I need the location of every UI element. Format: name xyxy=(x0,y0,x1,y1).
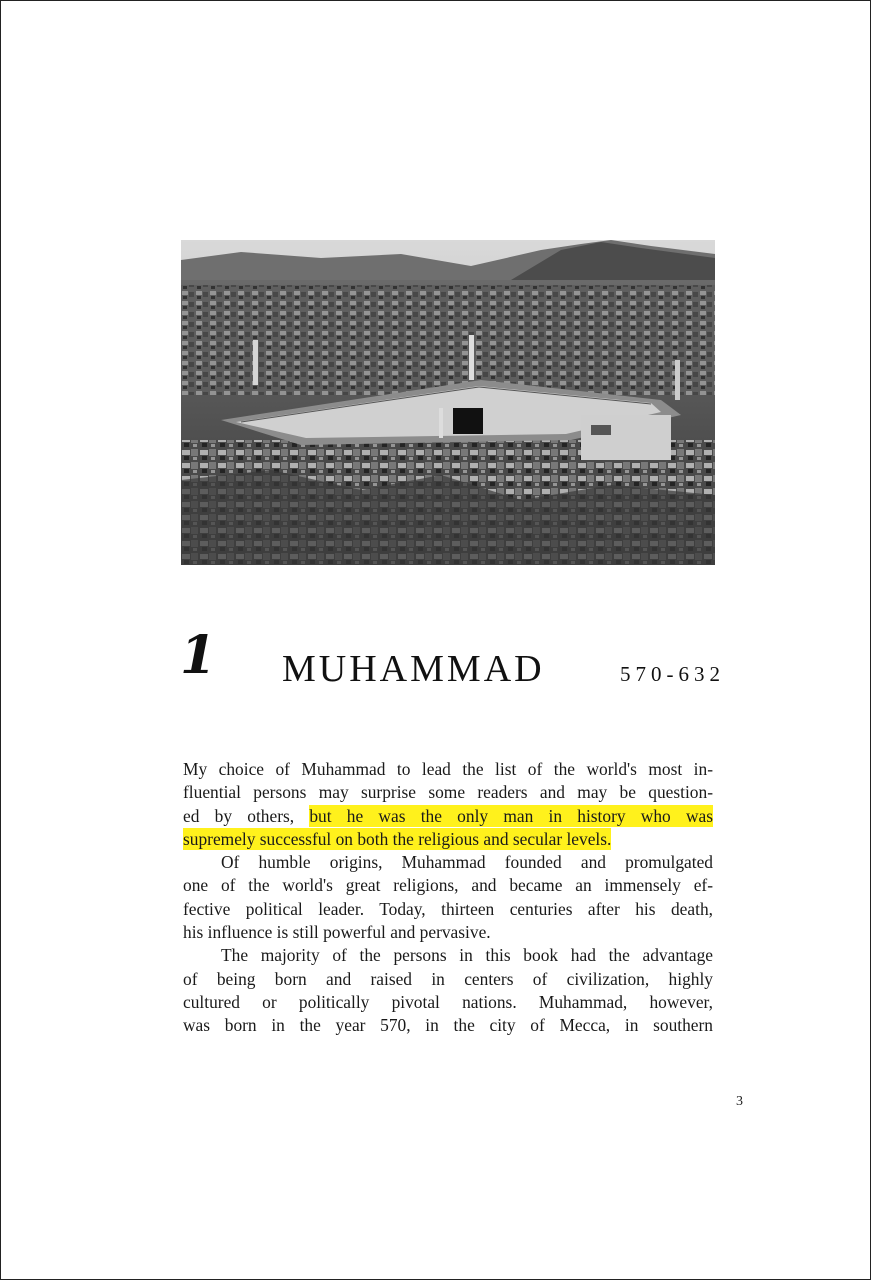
text-line: Of humble origins, Muhammad founded and promulgated xyxy=(221,852,713,873)
text-line xyxy=(183,828,713,851)
paragraph-3 xyxy=(183,944,713,1037)
text-line: fective political leader. Today, thirteen centuries after his death, xyxy=(183,898,713,919)
text-line: was born in the year 570, in the city of Mecca, in southern xyxy=(183,1015,713,1036)
text-line: The majority of the persons in this book had the advantage xyxy=(221,945,713,966)
text-line xyxy=(183,805,713,828)
chapter-dates: 570-632 xyxy=(620,662,725,686)
chapter-title: MUHAMMAD xyxy=(282,648,545,690)
text-line: My choice of Muhammad to lead the list of the world's most in- xyxy=(183,759,713,779)
highlighted-text: but he was the only man in history who was xyxy=(309,805,713,826)
text-line: his influence is still powerful and pervasive. xyxy=(183,922,491,943)
text-segment: ed by others, xyxy=(183,805,310,826)
chapter-number: 1 xyxy=(180,625,217,686)
text-line: of being born and raised in centers of civilization, highly xyxy=(183,968,713,989)
page-number: 3 xyxy=(736,1094,743,1109)
highlighted-text: supremely successful on both the religious and secular levels. xyxy=(183,828,612,849)
text-line: fluential persons may surprise some readers and may be question- xyxy=(183,782,713,803)
body-text xyxy=(183,758,713,1038)
text-line: cultured or politically pivotal nations. Muhammad, however, xyxy=(183,991,713,1012)
paragraph-2 xyxy=(183,851,713,944)
text-line: one of the world's great religions, and became an immensely ef- xyxy=(183,875,713,896)
paragraph-1 xyxy=(183,758,713,851)
photo-mecca xyxy=(181,240,715,565)
